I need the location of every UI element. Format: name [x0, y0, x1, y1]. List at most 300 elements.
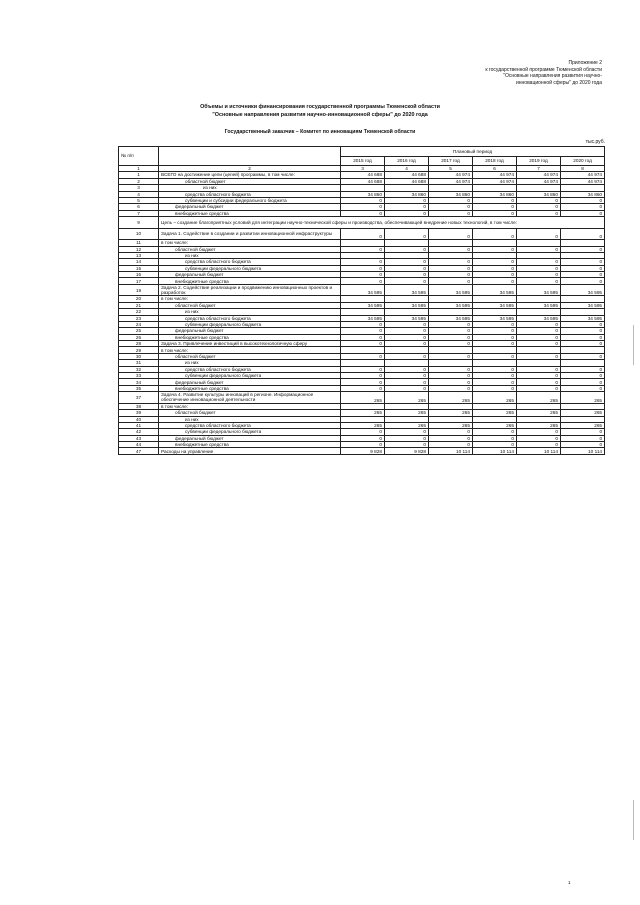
row-value: 0 — [429, 278, 473, 284]
row-label: внебюджетные средства — [159, 442, 341, 448]
row-label: субвенции федерального бюджета — [159, 373, 341, 379]
row-value: 0 — [517, 321, 561, 327]
state-customer: Государственный заказчик – Комитет по инновациям Тюменской области — [224, 129, 416, 135]
row-label: Задача 4. Развитие культуры инноваций в регионе. Информационное обеспечение инновационной деятельности — [159, 392, 341, 404]
column-index: 6 — [473, 166, 517, 172]
row-number: 12 — [119, 246, 159, 252]
row-value: 0 — [429, 366, 473, 372]
row-value: 44 688 — [341, 178, 385, 184]
row-value: 34 595 — [473, 315, 517, 321]
row-number: 30 — [119, 353, 159, 359]
row-value: 0 — [473, 228, 517, 240]
row-value: 0 — [429, 272, 473, 278]
row-value: 34 860 — [341, 191, 385, 197]
row-value: 0 — [517, 272, 561, 278]
row-value: 265 — [341, 410, 385, 416]
row-value: 0 — [429, 429, 473, 435]
page-number: 1 — [568, 880, 571, 885]
header-year: 2019 год — [517, 157, 561, 166]
row-label: федеральный бюджет — [159, 272, 341, 278]
row-value: 0 — [517, 246, 561, 252]
row-value: 34 860 — [473, 191, 517, 197]
row-value: 0 — [561, 265, 605, 271]
row-number: 13 — [119, 252, 159, 258]
column-index: 3 — [341, 166, 385, 172]
row-value: 34 860 — [517, 191, 561, 197]
table-row — [119, 217, 605, 229]
row-value: 0 — [429, 341, 473, 347]
row-value: 0 — [517, 429, 561, 435]
row-value: 0 — [561, 366, 605, 372]
row-value: 44 974 — [473, 172, 517, 178]
row-value: 0 — [385, 334, 429, 340]
row-value: 34 595 — [473, 302, 517, 308]
row-value: 0 — [429, 246, 473, 252]
row-number: 19 — [119, 284, 159, 296]
row-value: 10 114 — [517, 448, 561, 454]
row-number: 15 — [119, 265, 159, 271]
row-value: 0 — [341, 385, 385, 391]
title-line-2: "Основные направления развития научно-инновационной сферы" до 2020 года — [212, 112, 428, 118]
row-number: 9 — [119, 217, 159, 229]
row-number: 40 — [119, 416, 159, 422]
row-value: 0 — [341, 341, 385, 347]
row-value: 34 860 — [429, 191, 473, 197]
row-value: 265 — [385, 410, 429, 416]
row-label: в том числе: — [159, 296, 341, 302]
row-value: 0 — [473, 341, 517, 347]
row-value: 34 860 — [385, 191, 429, 197]
row-label: федеральный бюджет — [159, 379, 341, 385]
row-value: 0 — [517, 197, 561, 203]
row-value: 265 — [517, 392, 561, 404]
row-number: 41 — [119, 422, 159, 428]
row-value: 0 — [473, 435, 517, 441]
row-value: 34 595 — [341, 302, 385, 308]
row-value: 0 — [385, 385, 429, 391]
row-value: 34 595 — [429, 284, 473, 296]
row-value: 0 — [429, 379, 473, 385]
row-value: 34 595 — [517, 284, 561, 296]
row-value: 0 — [561, 272, 605, 278]
row-label: областной бюджет — [159, 246, 341, 252]
row-number: 17 — [119, 278, 159, 284]
row-value: 265 — [341, 392, 385, 404]
row-value: 0 — [385, 353, 429, 359]
row-value: 0 — [429, 442, 473, 448]
row-value: 0 — [429, 197, 473, 203]
row-value: 0 — [341, 366, 385, 372]
appendix-line: к государственной программе Тюменской области — [485, 66, 602, 73]
row-number: 6 — [119, 204, 159, 210]
row-value: 0 — [517, 334, 561, 340]
row-value: 44 688 — [385, 178, 429, 184]
row-value: 0 — [429, 321, 473, 327]
appendix-header — [402, 60, 602, 86]
row-value: 44 974 — [473, 178, 517, 184]
row-number: 32 — [119, 366, 159, 372]
row-value: 0 — [561, 321, 605, 327]
row-label: средства областного бюджета — [159, 259, 341, 265]
row-label: внебюджетные средства — [159, 385, 341, 391]
row-value: 0 — [385, 366, 429, 372]
row-value: 265 — [473, 422, 517, 428]
row-number: 37 — [119, 392, 159, 404]
row-label: из них — [159, 185, 341, 191]
row-value: 44 974 — [429, 178, 473, 184]
row-value: 265 — [473, 392, 517, 404]
title-line-1: Объемы и источники финансирования государственной программы Тюменской области — [200, 104, 440, 110]
row-label: федеральный бюджет — [159, 435, 341, 441]
row-number: 39 — [119, 410, 159, 416]
row-value: 34 595 — [473, 284, 517, 296]
row-value: 34 595 — [561, 302, 605, 308]
row-value: 0 — [561, 228, 605, 240]
row-value: 0 — [517, 435, 561, 441]
row-label: из них — [159, 360, 341, 366]
row-value: 0 — [473, 429, 517, 435]
column-index: 5 — [429, 166, 473, 172]
row-value: 0 — [473, 197, 517, 203]
scan-edge-mark — [633, 800, 634, 840]
row-value: 0 — [385, 373, 429, 379]
row-value: 0 — [561, 278, 605, 284]
row-label: средства областного бюджета — [159, 422, 341, 428]
appendix-line: "Основные направления развития научно- — [503, 73, 602, 80]
row-value: 0 — [517, 442, 561, 448]
row-number: 34 — [119, 379, 159, 385]
row-value: 44 974 — [561, 172, 605, 178]
row-value: 34 595 — [429, 302, 473, 308]
row-value: 0 — [341, 197, 385, 203]
row-value: 0 — [473, 379, 517, 385]
column-index: 1 — [119, 166, 159, 172]
row-value: 0 — [341, 265, 385, 271]
row-number: 35 — [119, 385, 159, 391]
scan-edge-mark — [633, 325, 634, 365]
row-number: 38 — [119, 403, 159, 409]
row-number: 33 — [119, 373, 159, 379]
column-index: 8 — [561, 166, 605, 172]
row-value: 0 — [473, 278, 517, 284]
row-value: 0 — [561, 442, 605, 448]
row-value: 0 — [429, 328, 473, 334]
row-number: 25 — [119, 328, 159, 334]
header-year: 2016 год — [385, 157, 429, 166]
row-number: 10 — [119, 228, 159, 240]
row-value: 265 — [385, 422, 429, 428]
row-number: 22 — [119, 309, 159, 315]
row-number: 31 — [119, 360, 159, 366]
table-row — [119, 284, 605, 296]
header-blank — [159, 147, 341, 166]
row-value: 34 595 — [429, 315, 473, 321]
row-value: 0 — [429, 204, 473, 210]
row-value: 44 974 — [561, 178, 605, 184]
row-value: 0 — [385, 210, 429, 216]
row-label: Задача 1. Содействие в создании и развитии инновационной инфраструктуры — [159, 228, 341, 240]
row-value: 0 — [561, 435, 605, 441]
row-value: 0 — [341, 204, 385, 210]
row-value: 0 — [517, 210, 561, 216]
row-number: 24 — [119, 321, 159, 327]
row-value: 0 — [429, 385, 473, 391]
row-value: 0 — [429, 210, 473, 216]
row-value: 0 — [429, 353, 473, 359]
row-value: 0 — [561, 341, 605, 347]
units-label: тыс.руб. — [585, 139, 605, 145]
row-value: 0 — [385, 197, 429, 203]
header-planned-period: Плановый период — [341, 147, 605, 157]
row-value: 0 — [561, 379, 605, 385]
row-value: 34 595 — [385, 284, 429, 296]
row-value: 0 — [385, 246, 429, 252]
row-label: областной бюджет — [159, 410, 341, 416]
row-value: 0 — [473, 259, 517, 265]
row-value: 0 — [517, 328, 561, 334]
row-value: 0 — [517, 265, 561, 271]
row-value: 0 — [473, 246, 517, 252]
row-value: 0 — [385, 442, 429, 448]
row-value: 10 114 — [561, 448, 605, 454]
row-value: 0 — [385, 435, 429, 441]
row-number: 16 — [119, 272, 159, 278]
row-value: 0 — [429, 334, 473, 340]
row-value: 0 — [561, 210, 605, 216]
row-value: 265 — [517, 422, 561, 428]
row-value: 34 595 — [561, 284, 605, 296]
row-value: 0 — [385, 272, 429, 278]
row-value: 0 — [561, 204, 605, 210]
row-value: 0 — [385, 259, 429, 265]
row-value: 0 — [473, 334, 517, 340]
row-value: 0 — [517, 259, 561, 265]
row-value: 34 595 — [385, 315, 429, 321]
row-number: 23 — [119, 315, 159, 321]
row-number: 42 — [119, 429, 159, 435]
row-number: 21 — [119, 302, 159, 308]
row-value: 0 — [561, 259, 605, 265]
header-year: 2015 год — [341, 157, 385, 166]
row-label: в том числе: — [159, 240, 341, 246]
row-label: средства областного бюджета — [159, 191, 341, 197]
row-value: 0 — [341, 246, 385, 252]
row-value: 0 — [341, 259, 385, 265]
row-value: 0 — [385, 321, 429, 327]
row-value: 34 595 — [341, 284, 385, 296]
header-year: 2017 год — [429, 157, 473, 166]
row-label: Цель – создание благоприятных условий для интеграции научно-технической сферы и производства, обеспечивающей внедрение новых технологий, в том числе: — [159, 217, 605, 229]
row-label: ВСЕГО на достижение цели (целей) программы, в том числе: — [159, 172, 341, 178]
row-value: 0 — [473, 265, 517, 271]
row-value: 265 — [429, 392, 473, 404]
table-row — [119, 448, 605, 454]
row-value: 0 — [473, 373, 517, 379]
row-value: 0 — [341, 373, 385, 379]
row-number: 2 — [119, 178, 159, 184]
row-value: 0 — [517, 228, 561, 240]
row-value: 0 — [385, 228, 429, 240]
row-label: Расходы на управление — [159, 448, 341, 454]
header-year: 2020 год — [561, 157, 605, 166]
row-value: 0 — [473, 442, 517, 448]
row-value: 0 — [429, 265, 473, 271]
row-value: 0 — [473, 321, 517, 327]
row-number: 20 — [119, 296, 159, 302]
document-title — [0, 103, 640, 119]
row-number: 14 — [119, 259, 159, 265]
row-value: 0 — [473, 385, 517, 391]
row-label: Задача 3. Привлечение инвестиций в высокотехнологичную сферу — [159, 341, 341, 347]
row-label: из них — [159, 416, 341, 422]
row-value: 0 — [385, 429, 429, 435]
row-value: 34 595 — [385, 302, 429, 308]
row-value: 265 — [561, 410, 605, 416]
row-value: 0 — [517, 204, 561, 210]
row-value: 0 — [517, 278, 561, 284]
row-value: 0 — [473, 366, 517, 372]
row-value: 0 — [429, 373, 473, 379]
row-value: 0 — [561, 334, 605, 340]
row-value: 0 — [341, 328, 385, 334]
row-value: 9 828 — [385, 448, 429, 454]
row-value: 265 — [429, 410, 473, 416]
row-value: 10 114 — [473, 448, 517, 454]
row-number: 29 — [119, 347, 159, 353]
row-value: 34 595 — [561, 315, 605, 321]
row-value: 0 — [341, 442, 385, 448]
row-number: 3 — [119, 185, 159, 191]
row-value: 34 595 — [341, 315, 385, 321]
row-number: 43 — [119, 435, 159, 441]
row-number: 28 — [119, 341, 159, 347]
row-label: областной бюджет — [159, 353, 341, 359]
row-value: 265 — [517, 410, 561, 416]
row-value: 0 — [473, 210, 517, 216]
row-value: 0 — [385, 341, 429, 347]
row-value: 0 — [341, 321, 385, 327]
row-value: 0 — [517, 353, 561, 359]
row-value: 265 — [561, 422, 605, 428]
row-label: из них — [159, 252, 341, 258]
row-value: 265 — [473, 410, 517, 416]
appendix-line: Приложение 2 — [568, 60, 602, 66]
row-label: внебюджетные средства — [159, 278, 341, 284]
row-value: 0 — [385, 265, 429, 271]
row-label: из них — [159, 309, 341, 315]
row-label: Задача 2. Содействие реализации и продвижению инновационных проектов и разработок — [159, 284, 341, 296]
row-value: 44 688 — [341, 172, 385, 178]
row-value: 0 — [341, 334, 385, 340]
row-value: 0 — [561, 197, 605, 203]
row-number: 11 — [119, 240, 159, 246]
column-index: 2 — [159, 166, 341, 172]
row-number: 5 — [119, 197, 159, 203]
row-label: федеральный бюджет — [159, 328, 341, 334]
row-value: 0 — [341, 210, 385, 216]
table-row — [119, 392, 605, 404]
row-value: 0 — [341, 228, 385, 240]
row-value: 34 595 — [517, 315, 561, 321]
row-value: 0 — [341, 278, 385, 284]
row-number: 47 — [119, 448, 159, 454]
row-value: 0 — [517, 373, 561, 379]
table-body — [119, 172, 605, 454]
row-number: 44 — [119, 442, 159, 448]
row-label: в том числе: — [159, 347, 341, 353]
row-value: 0 — [561, 429, 605, 435]
row-value: 0 — [517, 366, 561, 372]
row-value: 265 — [385, 392, 429, 404]
row-value: 0 — [429, 228, 473, 240]
row-label: внебюджетные средства — [159, 334, 341, 340]
row-value: 34 595 — [517, 302, 561, 308]
row-value: 0 — [561, 385, 605, 391]
row-value: 0 — [341, 272, 385, 278]
row-value: 0 — [473, 353, 517, 359]
row-value: 0 — [341, 429, 385, 435]
row-value: 265 — [341, 422, 385, 428]
row-value: 44 974 — [517, 172, 561, 178]
row-label: субвенции федерального бюджета — [159, 321, 341, 327]
row-value: 0 — [517, 379, 561, 385]
row-value: 34 860 — [561, 191, 605, 197]
row-label: субвенции федерального бюджета — [159, 265, 341, 271]
row-value: 0 — [561, 328, 605, 334]
row-value: 9 828 — [341, 448, 385, 454]
row-value: 0 — [385, 328, 429, 334]
row-value: 0 — [517, 385, 561, 391]
financing-table — [118, 146, 605, 455]
row-label: средства областного бюджета — [159, 366, 341, 372]
row-number: 1 — [119, 172, 159, 178]
row-value: 0 — [473, 204, 517, 210]
header-num: № п/п — [119, 147, 159, 166]
column-index: 7 — [517, 166, 561, 172]
row-value: 0 — [341, 379, 385, 385]
row-value: 0 — [429, 435, 473, 441]
row-label: в том числе: — [159, 403, 341, 409]
row-value: 0 — [473, 272, 517, 278]
row-value: 265 — [429, 422, 473, 428]
row-value: 44 974 — [517, 178, 561, 184]
row-value: 10 114 — [429, 448, 473, 454]
row-value: 0 — [517, 341, 561, 347]
row-number: 26 — [119, 334, 159, 340]
row-number: 4 — [119, 191, 159, 197]
row-value: 0 — [385, 278, 429, 284]
appendix-line: инновационной сферы" до 2020 года — [515, 79, 602, 86]
row-label: федеральный бюджет — [159, 204, 341, 210]
table-row — [119, 228, 605, 240]
row-value: 0 — [341, 353, 385, 359]
row-number: 7 — [119, 210, 159, 216]
row-label: областной бюджет — [159, 178, 341, 184]
row-label: субвенции федерального бюджета — [159, 429, 341, 435]
row-value: 0 — [341, 435, 385, 441]
row-value: 0 — [561, 246, 605, 252]
row-value: 44 974 — [429, 172, 473, 178]
row-value: 0 — [385, 379, 429, 385]
column-index: 4 — [385, 166, 429, 172]
row-value: 265 — [561, 392, 605, 404]
header-year: 2018 год — [473, 157, 517, 166]
row-label: внебюджетные средства — [159, 210, 341, 216]
row-value: 44 688 — [385, 172, 429, 178]
row-label: субвенции и субсидии федерального бюджета — [159, 197, 341, 203]
row-value: 0 — [473, 328, 517, 334]
row-value: 0 — [561, 373, 605, 379]
